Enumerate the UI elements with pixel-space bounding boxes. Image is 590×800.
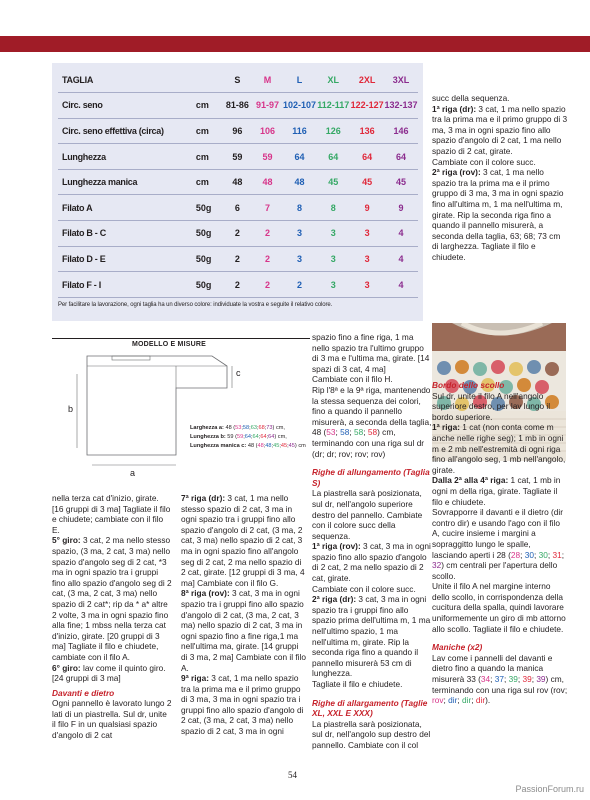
table-row	[58, 144, 418, 170]
watermark: PassionForum.ru	[515, 784, 584, 794]
table-row	[58, 195, 418, 221]
paragraph: 2ª riga (rov): 3 cat, 1 ma nello spazio tra la prima ma e il primo gruppo di 3 ma, 3 ma in ogni spazio fino all'ultima m, 1 ma nell'ultima m, girate. Rip la seconda riga fino a quando il pannello misurerà, a seconda della taglia, 63; 68; 73 cm di larghezza. Tagliate il filo e chiudete.	[432, 167, 564, 262]
cell-value: 59	[222, 144, 252, 170]
paragraph: nella terza cat d'inizio, girate. [16 gruppi di 3 ma] Tagliate il filo e chiudete; cambiate con il filo E.	[52, 493, 171, 535]
cell-value: 7	[252, 195, 282, 221]
cell-value: 48	[283, 169, 317, 195]
label-b: b	[68, 404, 74, 414]
paragraph: 9ª riga: 3 cat, 1 ma nello spazio tra la prima ma e il primo gruppo di 3 ma, 3 ma in ogni spazio tra i gruppi fino allo spazio d'angolo di 2 cat, (3 ma, 2 cat, 3 ma) nello spazio di 2 cat, 3 ma in ogni	[181, 673, 304, 737]
diagram-title: MODELLO E MISURE	[132, 341, 206, 348]
cell-value: 45	[316, 169, 350, 195]
paragraph: 2ª riga (dr): 3 cat, 3 ma in ogni spazio tra i gruppi fino allo spazio prima dell'ultima m, 1 ma nell'ultimo spazio, 1 ma nell'ultima m, girate. Rip la seconda riga fino a quando il pannello misurerà 53 cm di lunghezza.	[312, 594, 431, 679]
row-unit: 50g	[196, 195, 223, 221]
cell-value: 59	[252, 144, 282, 170]
paragraph: 8ª riga (rov): 3 cat, 3 ma in ogni spazio tra i gruppi fino allo spazio d'angolo di 2 cat, (3 ma, 2 cat, 3 ma) nello spazio di 2 cat, 3 ma in ogni spazio fino a fine riga,1 ma nell'ultima ma, girate. [14 gruppi di 3 ma, 2 ma] Cambiate con il filo A.	[181, 588, 306, 673]
size-xl: XL	[316, 67, 350, 93]
cell-value: 45	[350, 169, 384, 195]
paragraph: Cambiate con il filo H.	[312, 374, 393, 385]
cell-value: 4	[384, 246, 418, 272]
cell-value: 112-117	[316, 93, 350, 119]
label-a: a	[130, 468, 136, 478]
cell-value: 45	[384, 169, 418, 195]
row-label: Filato F - I	[58, 272, 196, 298]
cell-value: 48	[252, 169, 282, 195]
text-column-4	[432, 93, 568, 263]
table-row	[58, 93, 418, 119]
paragraph: Sul dr, unite il filo A nell'angolo superiore destro, per lav lungo il bordo superiore.	[432, 390, 551, 422]
cell-value: 122-127	[350, 93, 384, 119]
text-column-3	[312, 332, 432, 751]
cell-value: 116	[283, 118, 317, 144]
paragraph: 6° giro: lav come il quinto giro. [24 gruppi di 3 ma]	[52, 662, 166, 684]
paragraph: Cambiate con il colore succ.	[432, 156, 536, 167]
header-bar	[0, 36, 590, 52]
row-label: Filato B - C	[58, 221, 196, 247]
paragraph: spazio fino a fine riga, 1 ma nello spazio tra l'ultimo gruppo di 3 ma e l'ultima ma, girate. [14 spazi di 3 cat, 4 ma]	[312, 332, 430, 374]
cell-value: 106	[252, 118, 282, 144]
row-unit: cm	[196, 144, 223, 170]
paragraph: Cambiate con il colore succ.	[312, 583, 416, 594]
cell-value: 2	[222, 221, 252, 247]
text-column-5	[432, 380, 568, 706]
cell-value: 9	[350, 195, 384, 221]
paragraph: Dalla 2ª alla 4ª riga: 1 cat, 1 mb in ogni m della riga, girate. Tagliate il filo e chiudete.	[432, 475, 561, 507]
measure-row: Larghezza a: 48 ( 53 ; 58 ; 63 ; 68 ; 73 ) cm,	[190, 425, 285, 431]
row-unit: cm	[196, 93, 223, 119]
size-2xl: 2XL	[350, 67, 384, 93]
size-table	[58, 67, 418, 298]
label-c: c	[236, 368, 241, 378]
row-unit: cm	[196, 169, 223, 195]
row-label: Circ. seno	[58, 93, 196, 119]
cell-value: 2	[252, 221, 282, 247]
cell-value: 3	[350, 221, 384, 247]
page-number: 54	[288, 770, 297, 780]
cell-value: 4	[384, 221, 418, 247]
cell-value: 3	[350, 272, 384, 298]
size-l: L	[283, 67, 317, 93]
table-header-taglia: TAGLIA	[58, 67, 196, 93]
text-column-2	[181, 493, 306, 737]
cell-value: 3	[316, 246, 350, 272]
text-column-1	[52, 493, 172, 741]
cell-value: 48	[222, 169, 252, 195]
table-row	[58, 246, 418, 272]
cell-value: 64	[316, 144, 350, 170]
paragraph: La piastrella sarà posizionata, sul dr, nell'angolo sup destro del pannello. Cambiate con il col	[312, 718, 431, 750]
size-s: S	[222, 67, 252, 93]
paragraph: Ogni pannello è lavorato lungo 2 lati di un piastrella. Sul dr, unite il filo F in un qualsiasi spazio d'angolo di 2 cat	[52, 698, 172, 741]
section-heading: Bordo dello scollo	[432, 380, 505, 390]
paragraph: Unite il filo A nel margine interno dello scollo, in corrispondenza della cucitura della spalla, quindi lavorare uniformemente un giro di mb attorno allo scollo. Tagliate il filo e chiudete.	[432, 581, 566, 634]
row-label: Filato D - E	[58, 246, 196, 272]
section-heading: Righe di allungamento (Taglia S)	[312, 467, 430, 488]
cell-value: 2	[283, 272, 317, 298]
paragraph: 5° giro: 3 cat, 2 ma nello stesso spazio, (3 ma, 2 cat, 3 ma) nello spazio d'angolo seg di 2 cat, *3 ma in ogni spazio tra i gruppi fino allo spazio d'angolo seg di 2 cat, (3 ma, 2 cat, 3 ma) nello spazio di 2 cat*; rip da * a* altre 2 volte, 3 ma in ogni spazio fino alla fine; 1 mbss nella terza cat d'inizio, girate. [20 gruppi di 3 ma] Tagliate il filo e chiudete, cambiate con il filo A.	[52, 535, 172, 662]
cell-value: 3	[316, 272, 350, 298]
row-label: Circ. seno effettiva (circa)	[58, 118, 196, 144]
row-label: Lunghezza	[58, 144, 196, 170]
section-heading: Maniche (x2)	[432, 642, 483, 653]
cell-value: 8	[316, 195, 350, 221]
cell-value: 64	[350, 144, 384, 170]
cell-value: 91-97	[252, 93, 282, 119]
table-header-row	[58, 67, 418, 93]
paragraph: Rip l'8ª e la 9ª riga, mantenendo la stessa sequenza dei colori, fino a quando il pannello misurerà, a seconda della taglia, 48 (53; 58; 58; 58) cm, terminando con una riga sul dr (dr; dr; rov; rov; rov)	[312, 384, 432, 459]
cell-value: 3	[316, 221, 350, 247]
paragraph: 7ª riga (dr): 3 cat, 1 ma nello stesso spazio di 2 cat, 3 ma in ogni spazio tra i gruppi fino allo spazio d'angolo di 2 cat, (3 ma, 2 cat, 3 ma) nello spazio di 2 cat, 3 ma in ogni spazio fino all'angolo seg di 2 cat, 2 ma nello spazio di 2 cat, girate. [12 gruppi di 3 ma, 4 ma] Cambiate con il filo G.	[181, 493, 305, 588]
paragraph: succ della sequenza.	[432, 93, 510, 103]
measures-legend	[190, 424, 306, 451]
section-heading: Righe di allargamento (Taglie XL, XXL E XXX)	[312, 697, 428, 719]
measure-row: Lunghezza b: 59 ( 59 ; 64 ; 64 ; 64 ; 64 ) cm,	[190, 434, 287, 440]
size-m: M	[252, 67, 282, 93]
size-3xl: 3XL	[384, 67, 418, 93]
cell-value: 96	[222, 118, 252, 144]
row-unit: 50g	[196, 272, 223, 298]
table-row	[58, 272, 418, 298]
paragraph: Lav come i pannelli del davanti e dietro fino a quando la manica misurerà 33 (34; 37; 39; 39; 39) cm, terminando con una riga sul rov (rov; rov; dir; dir; dir).	[432, 652, 568, 706]
paragraph: Sovrapporre il davanti e il dietro (dir contro dir) e usando l'ago con il filo A, cucire insieme i margini a sopraggitto lungo le spalle, lasciando aperti i 28 (28; 30; 30; 31; 32) cm centrali per l'apertura dello scollo.	[432, 507, 564, 581]
paragraph: 1ª riga (rov): 3 cat, 3 ma in ogni spazio fino allo spazio d'angolo di 2 cat, 2 ma nello spazio di 2 cat, girate.	[312, 541, 431, 584]
cell-value: 64	[384, 144, 418, 170]
cell-value: 136	[350, 118, 384, 144]
cell-value: 2	[252, 272, 282, 298]
cell-value: 3	[283, 221, 317, 247]
cell-value: 81-86	[222, 93, 252, 119]
cell-value: 6	[222, 195, 252, 221]
paragraph: 1ª riga: 1 cat (non conta come m anche nelle righe seg); 1 mb in ogni m e 2 mb nell'estremità di ogni riga fino all'angolo seg, 1 mb nell'angolo, girate.	[432, 422, 566, 475]
row-label: Filato A	[58, 195, 196, 221]
garment-schematic	[52, 338, 310, 488]
paragraph: Tagliate il filo e chiudete.	[312, 679, 403, 689]
cell-value: 9	[384, 195, 418, 221]
cell-value: 2	[252, 246, 282, 272]
cell-value: 3	[350, 246, 384, 272]
table-row	[58, 221, 418, 247]
measure-row: Lunghezza manica c: 48 ( 48 ; 48 ; 45 ; 45 ; 45 ) cm	[190, 443, 306, 449]
paragraph: 1ª riga (dr): 3 cat, 1 ma nello spazio tra la prima ma e il primo gruppo di 3 ma, 3 ma in ogni spazio fino allo spazio d'angolo di 2 cat, 1 ma nello spazio di 2 cat, girate.	[432, 103, 568, 156]
table-row	[58, 169, 418, 195]
paragraph: La piastrella sarà posizionata, sul dr, nell'angolo superiore destro del pannello. Cambiate con il colore succ della sequenza.	[312, 488, 423, 541]
cell-value: 8	[283, 195, 317, 221]
cell-value: 4	[384, 272, 418, 298]
cell-value: 2	[222, 272, 252, 298]
cell-value: 146	[384, 118, 418, 144]
table-row	[58, 118, 418, 144]
row-unit: 50g	[196, 246, 223, 272]
row-unit: 50g	[196, 221, 223, 247]
table-footnote: Per facilitare la lavorazione, ogni taglia ha un diverso colore: individuate la vostra e seguite il relativo colore.	[58, 302, 333, 308]
cell-value: 102-107	[283, 93, 317, 119]
cell-value: 64	[283, 144, 317, 170]
cell-value: 132-137	[384, 93, 418, 119]
cell-value: 3	[283, 246, 317, 272]
row-unit: cm	[196, 118, 223, 144]
section-heading: Davanti e dietro	[52, 687, 115, 698]
cell-value: 126	[316, 118, 350, 144]
cell-value: 2	[222, 246, 252, 272]
row-label: Lunghezza manica	[58, 169, 196, 195]
schematic-diagram	[52, 338, 310, 488]
